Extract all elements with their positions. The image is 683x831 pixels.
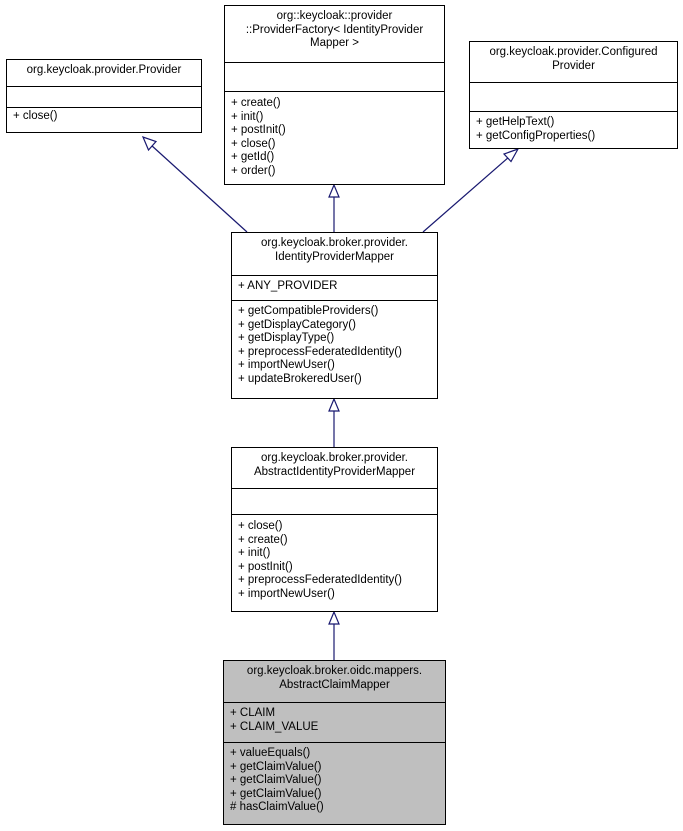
arrowhead-factory	[329, 185, 339, 197]
class-title	[224, 661, 445, 702]
class-provider-factory	[224, 5, 445, 185]
attribute: + CLAIM_VALUE	[230, 720, 319, 733]
method: + getId()	[231, 151, 275, 163]
attributes-section	[7, 86, 201, 107]
method: + getCompatibleProviders()	[238, 305, 379, 317]
methods-section	[232, 514, 437, 604]
method: + close()	[238, 520, 283, 532]
method: + init()	[238, 547, 271, 559]
method: + updateBrokeredUser()	[238, 372, 362, 385]
class-name-line: ::ProviderFactory< IdentityProvider	[245, 23, 424, 36]
method: + getDisplayType()	[238, 332, 335, 344]
attributes-section	[470, 82, 677, 111]
method: + preprocessFederatedIdentity()	[238, 345, 402, 358]
class-title	[470, 42, 677, 82]
class-name-line: org.keycloak.provider.Configured	[489, 46, 658, 58]
method: + init()	[231, 110, 264, 123]
class-name-line: Mapper >	[310, 37, 359, 49]
class-title	[232, 448, 437, 488]
methods-section	[225, 91, 444, 181]
arrowhead-abstract	[329, 612, 339, 624]
attributes-section	[232, 488, 437, 514]
methods-section	[224, 742, 445, 818]
class-name: org.keycloak.provider.Provider	[26, 64, 182, 76]
method: + create()	[238, 533, 288, 546]
class-name-line: IdentityProviderMapper	[275, 250, 394, 263]
method: + getDisplayCategory()	[238, 318, 356, 331]
attribute: + ANY_PROVIDER	[238, 280, 338, 292]
method: + getClaimValue()	[230, 774, 322, 786]
method: + postInit()	[231, 124, 286, 136]
method: + importNewUser()	[238, 587, 335, 600]
method: + importNewUser()	[238, 359, 335, 371]
method: + getHelpText()	[476, 116, 555, 128]
attributes-section	[232, 275, 437, 300]
method: + close()	[13, 110, 58, 122]
class-title	[7, 60, 201, 86]
class-name-line: org.keycloak.broker.provider.	[260, 237, 409, 249]
attributes-section	[225, 62, 444, 91]
methods-section	[7, 107, 201, 127]
method: # hasClaimValue()	[230, 801, 324, 813]
method: + postInit()	[238, 560, 293, 573]
method: + order()	[231, 164, 276, 177]
class-abstract-identity-provider-mapper	[231, 447, 438, 612]
method: + valueEquals()	[230, 747, 311, 759]
class-abstract-claim-mapper	[223, 660, 446, 825]
method: + close()	[231, 137, 276, 150]
method: + getConfigProperties()	[476, 129, 596, 142]
class-identity-provider-mapper	[231, 232, 438, 399]
methods-section	[232, 300, 437, 389]
class-provider	[6, 59, 202, 133]
method: + getClaimValue()	[230, 760, 322, 773]
class-configured-provider	[469, 41, 678, 149]
class-name-line: AbstractIdentityProviderMapper	[253, 465, 416, 478]
method: + preprocessFederatedIdentity()	[238, 574, 402, 586]
class-name-line: org.keycloak.broker.provider.	[260, 452, 409, 464]
methods-section	[470, 111, 677, 146]
arrowhead-mapper	[329, 399, 339, 411]
class-title	[225, 6, 444, 62]
method: + create()	[231, 97, 281, 109]
attributes-section	[224, 702, 445, 742]
class-name-line: org.keycloak.broker.oidc.mappers.	[246, 665, 423, 677]
class-name-line: Provider	[552, 59, 595, 72]
class-title	[232, 233, 437, 275]
class-name-line: AbstractClaimMapper	[279, 678, 390, 691]
method: + getClaimValue()	[230, 787, 322, 800]
class-name-line: org::keycloak::provider	[276, 10, 393, 22]
attribute: + CLAIM	[230, 707, 276, 719]
